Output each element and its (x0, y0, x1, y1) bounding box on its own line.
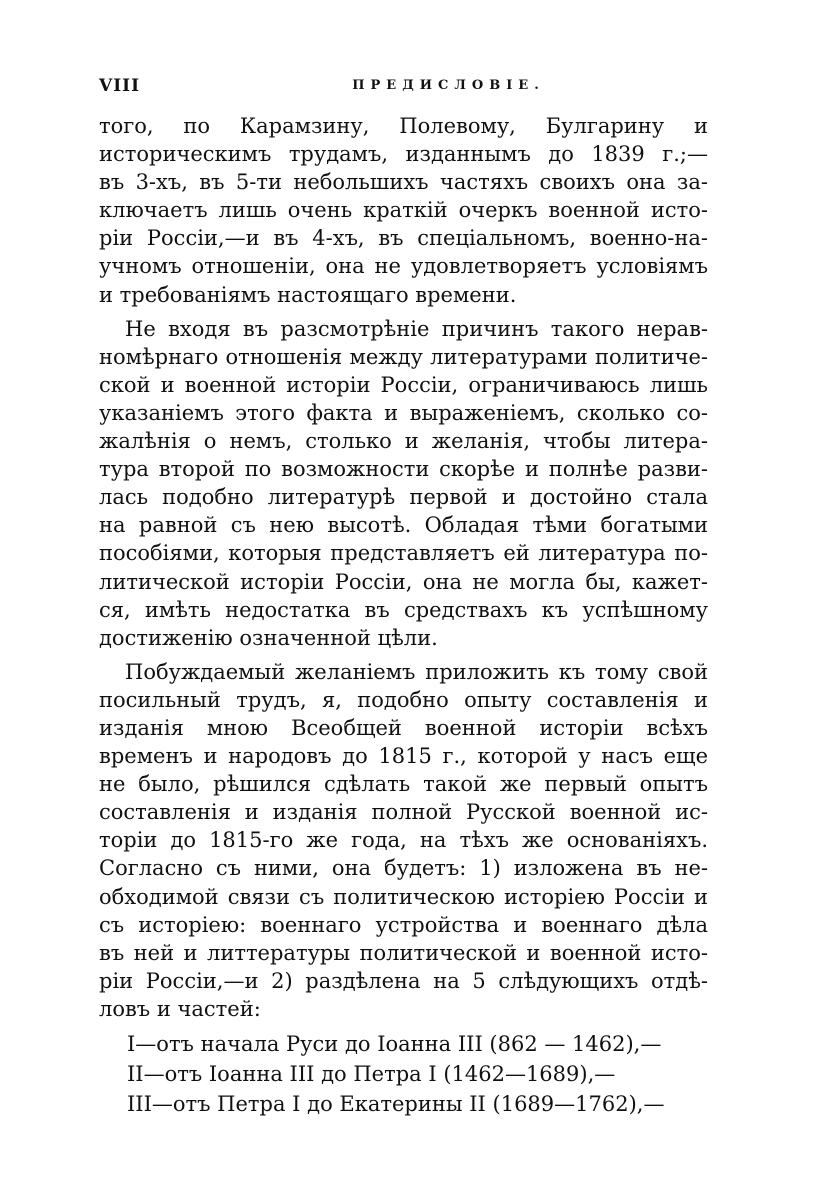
text-line: изданія мною Всеобщей военной исторіи всѣхъ (99, 715, 708, 740)
text-line: въ 3-хъ, въ 5-ти небольшихъ частяхъ своихъ она за- (99, 170, 708, 195)
text-line: составленія и изданія полной Русской военной ис- (99, 800, 708, 825)
text-line: Согласно съ ними, она будетъ: 1) изложена въ не- (99, 856, 708, 881)
text-line: ся, имѣть недостатка въ средствахъ къ успѣшному (99, 597, 708, 622)
text-line: и требованіямъ настоящаго времени. (99, 282, 517, 307)
text-line: пособіями, которыя представляетъ ей литература по- (99, 541, 708, 566)
text-line: не было, рѣшился сдѣлать такой же первый опытъ (99, 772, 708, 797)
text-line: тура второй по возможности скорѣе и полнѣе разви- (99, 457, 708, 482)
list-item: III—отъ Петра I до Екатерины II (1689—1762),— (127, 1092, 665, 1116)
text-line: временъ и народовъ до 1815 г., которой у насъ еще (99, 744, 708, 769)
list-item: I—отъ начала Руси до Іоанна III (862 — 1462),— (127, 1032, 662, 1056)
paragraph-1 (99, 112, 708, 309)
text-line: ской и военной исторіи Россіи, ограничиваюсь лишь (99, 372, 708, 397)
text-line: лась подобно литературѣ первой и достойно стала (99, 485, 708, 510)
text-line: ключаетъ лишь очень краткій очеркъ военной исто- (99, 198, 708, 223)
text-line: посильный трудъ, я, подобно опыту составленія и (99, 687, 708, 712)
text-line: на равной съ нею высотѣ. Обладая тѣми богатыми (99, 513, 708, 538)
text-line: въ ней и литтературы политической и военной исто- (99, 940, 708, 965)
text-line: ріи Россіи,—и 2) раздѣлена на 5 слѣдующихъ отдѣ- (99, 968, 708, 993)
text-line: того, по Карамзину, Полевому, Булгарину и (99, 114, 708, 138)
text-line: ріи Россіи,—и въ 4-хъ, въ спеціальномъ, военно-на- (99, 226, 708, 251)
text-line: съ исторіею: военнаго устройства и военнаго дѣла (99, 912, 708, 937)
text-line: Побуждаемый желаніемъ приложить къ тому свой (125, 659, 708, 684)
text-line: учномъ отношеніи, она не удовлетворяетъ условіямъ (99, 254, 708, 279)
text-line: Не входя въ разсмотрѣніе причинъ такого нерав- (125, 316, 708, 341)
page-header (99, 76, 708, 98)
list-item: II—отъ Іоанна III до Петра I (1462—1689),— (127, 1062, 616, 1086)
text-line: номѣрнаго отношенія между литературами политиче- (99, 344, 708, 369)
parts-list (99, 1029, 708, 1119)
paragraph-2 (99, 315, 708, 652)
paragraph-3 (99, 658, 708, 1023)
text-line: литической исторіи Россіи, она не могла бы, кажет- (99, 569, 708, 594)
text-line: указаніемъ этого факта и выраженіемъ, сколько со- (99, 400, 708, 425)
running-title: ПРЕДИСЛОВІЕ. (352, 78, 545, 93)
text-line: жалѣнія о немъ, столько и желанія, чтобы литера- (99, 429, 708, 454)
text-line: ловъ и частей: (99, 996, 261, 1021)
page-number: VIII (99, 76, 141, 96)
text-line: обходимой связи съ политическою исторіею Россіи и (99, 884, 708, 909)
text-line: историческимъ трудамъ, изданнымъ до 1839 г.;— (99, 142, 708, 167)
body-text (99, 112, 708, 1119)
text-line: достиженію означенной цѣли. (99, 625, 438, 650)
text-line: торіи до 1815-го же года, на тѣхъ же основаніяхъ. (99, 828, 708, 853)
